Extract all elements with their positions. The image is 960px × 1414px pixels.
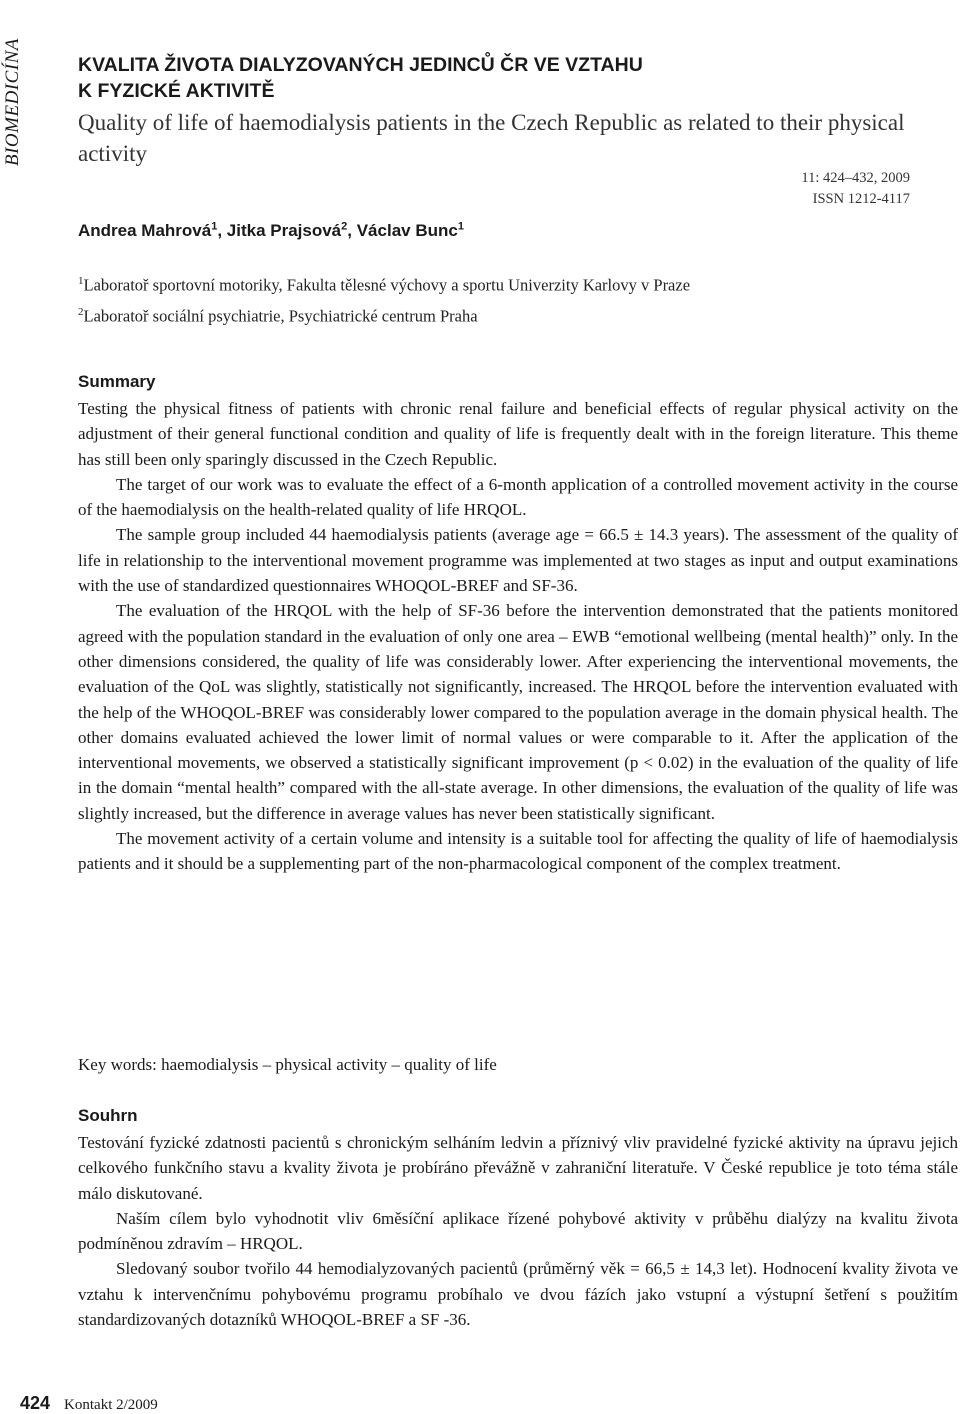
summary-paragraph: The movement activity of a certain volume and intensity is a suitable tool for affecting the quality of life of haemodialysis patients and it should be a supplementing part of the non-pharmacological component of the complex treatment. <box>78 829 958 874</box>
summary-body <box>78 396 958 877</box>
journal-issue: Kontakt 2/2009 <box>64 1397 158 1413</box>
affiliation-number: 1 <box>78 275 84 287</box>
summary-paragraph: The sample group included 44 haemodialysis patients (average age = 66.5 ± 14.3 years). The assessment of the quality of life in relationship to the interventional movement programme was implemented at two stages as input and output examinations with the use of standardized questionnaires WHOQOL-BREF and SF-36. <box>78 525 958 596</box>
page-number: 424 <box>20 1393 51 1413</box>
affiliation <box>78 299 690 330</box>
souhrn-heading: Souhrn <box>78 1106 138 1125</box>
section-side-label <box>0 0 36 200</box>
summary-heading: Summary <box>78 372 156 391</box>
journal-meta <box>801 168 910 210</box>
author <box>78 221 227 240</box>
summary-paragraph: The target of our work was to evaluate the effect of a 6-month application of a controlled movement activity in the course of the haemodialysis on the health-related quality of life HRQOL. <box>78 474 958 520</box>
souhrn-body <box>78 1130 958 1332</box>
author <box>357 221 464 240</box>
affiliation <box>78 268 690 299</box>
author-affiliation-mark: 1 <box>457 220 464 232</box>
issn: ISSN 1212-4117 <box>812 191 910 207</box>
affiliation-text: Laboratoř sportovní motoriky, Fakulta tělesné výchovy a sportu Univerzity Karlovy v Praze <box>83 275 691 295</box>
author-affiliation-mark: 1 <box>211 220 218 232</box>
author-separator: , <box>347 220 357 240</box>
author-list <box>78 220 464 241</box>
author <box>227 221 357 240</box>
author-separator: , <box>217 220 227 240</box>
souhrn-paragraph: Testování fyzické zdatnosti pacientů s chronickým selháním ledvin a příznivý vliv pravidelné fyzické aktivity na úpravu jejich celkového funkčního stavu a kvality života je probíráno převážně v zahraniční literatuře. V České republice je toto téma stále málo diskutované. <box>78 1133 958 1203</box>
author-name: Jitka Prajsová <box>226 220 342 240</box>
affiliation-text: Laboratoř sociální psychiatrie, Psychiatrické centrum Praha <box>83 306 478 325</box>
summary-paragraph: Testing the physical fitness of patients with chronic renal failure and beneficial effects of regular physical activity on the adjustment of their general functional condition and quality of life is frequently dealt with in the foreign literature. This theme has still been only sparingly discussed in the Czech Republic. <box>78 399 958 469</box>
affiliation-list <box>78 268 690 329</box>
title-czech <box>78 52 938 104</box>
title-czech-line-1: KVALITA ŽIVOTA DIALYZOVANÝCH JEDINCŮ ČR VE VZTAHU <box>78 54 643 76</box>
author-name: Andrea Mahrová <box>78 220 212 240</box>
side-label-text: BIOMEDICÍNA <box>2 38 23 166</box>
summary-paragraph: The evaluation of the HRQOL with the help of SF-36 before the intervention demonstrated that the patients monitored agreed with the population standard in the evaluation of only one area – EWB “emotional wellbeing (mental health)” only. In the other dimensions considered, the quality of life was considerably lower. After experiencing the interventional movements, the evaluation of the QoL was slightly, statistically not significantly, increased. The HRQOL before the intervention evaluated with the help of the WHOQOL-BREF was considerably lower compared to the population average in the domain physical health. The other domains evaluated achieved the lower limit of normal values or were comparable to it. After the application of the interventional movements, we observed a statistically significant improvement (p < 0.02) in the evaluation of the quality of life in the domain “mental health” compared with the all-state average. In other dimensions, the evaluation of the quality of life was slightly increased, but the difference in average values has never been statistically significant. <box>78 601 958 823</box>
page-footer <box>20 1393 158 1414</box>
affiliation-number: 2 <box>78 305 84 318</box>
title-czech-line-2: K FYZICKÉ AKTIVITĚ <box>78 80 275 102</box>
author-affiliation-mark: 2 <box>341 220 348 232</box>
journal-reference: 11: 424–432, 2009 <box>801 170 910 186</box>
author-name: Václav Bunc <box>356 220 458 240</box>
souhrn-paragraph: Naším cílem bylo vyhodnotit vliv 6měsíční aplikace řízené pohybové aktivity v průběhu dialýzy na kvalitu života podmíněnou zdravím – HRQOL. <box>78 1208 958 1254</box>
souhrn-paragraph: Sledovaný soubor tvořilo 44 hemodialyzovaných pacientů (průměrný věk = 66,5 ± 14,3 let). Hodnocení kvality života ve vztahu k intervenčnímu pohybovému programu probíhalo ve dvou fázích jako vstupní a výstupní šetření s použitím standardizovaných dotazníků WHOQOL-BREF a SF -36. <box>78 1259 958 1330</box>
title-english: Quality of life of haemodialysis patients in the Czech Republic as related to their physical activity <box>78 110 905 166</box>
keywords: Key words: haemodialysis – physical activity – quality of life <box>78 1055 497 1074</box>
